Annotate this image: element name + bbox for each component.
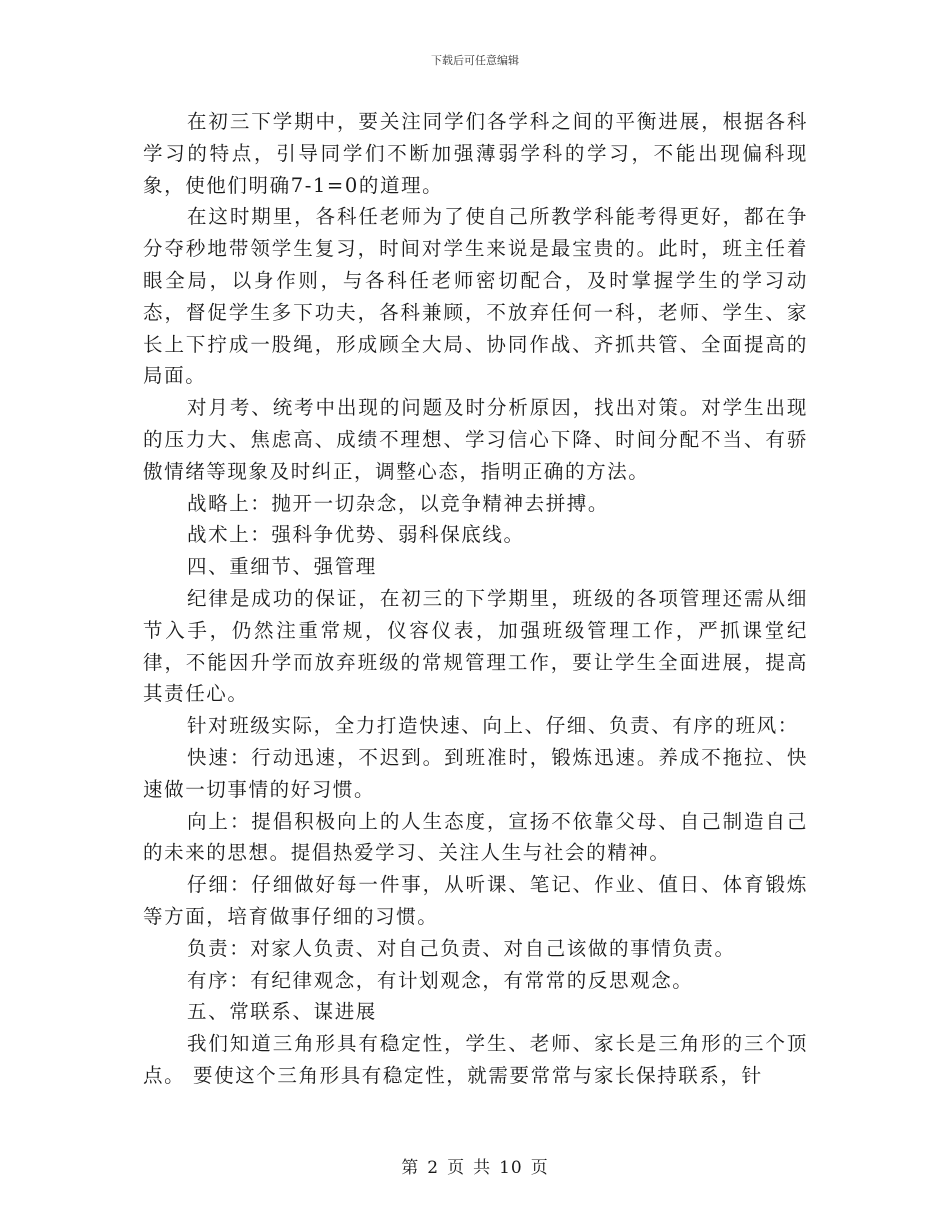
paragraph: 仔细：仔细做好每一件事，从听课、笔记、作业、值日、体育锻炼等方面，培育做事仔细的习惯。 bbox=[143, 873, 808, 928]
paragraph: 针对班级实际，全力打造快速、向上、仔细、负责、有序的班风： bbox=[187, 714, 799, 738]
paragraph: 战略上：抛开一切杂念，以竞争精神去拼搏。 bbox=[187, 491, 610, 515]
section-heading: 五、常联系、谋进展 bbox=[187, 1000, 377, 1024]
header-note: 下载后可任意编辑 bbox=[431, 54, 519, 67]
total-pages-number: 10 bbox=[499, 1158, 523, 1178]
footer-label-total: 共 bbox=[473, 1158, 492, 1178]
footer-label-unit: 页 bbox=[447, 1158, 466, 1178]
footer-label-unit: 页 bbox=[530, 1158, 549, 1178]
paragraph: 在这时期里，各科任老师为了使自己所教学科能考得更好，都在争分夺秒地带领学生复习，时间对学生来说是最宝贵的。此时，班主任着眼全局，以身作则，与各科任老师密切配合，及时掌握学生的学习动态，督促学生多下功夫，各科兼顾，不放弃任何一科，老师、学生、家长上下拧成一股绳，形成顾全大局、协同作战、齐抓共管、全面提高的局面。 bbox=[143, 205, 808, 388]
paragraph: 纪律是成功的保证，在初三的下学期里，班级的各项管理还需从细节入手，仍然注重常规，仪容仪表，加强班级管理工作，严抓课堂纪律，不能因升学而放弃班级的常规管理工作，要让学生全面进展，提高其责任心。 bbox=[143, 586, 808, 706]
paragraph: 我们知道三角形具有稳定性，学生、老师、家长是三角形的三个顶点。 要使这个三角形具有稳定性，就需要常常与家长保持联系，针 bbox=[143, 1032, 808, 1087]
paragraph: 负责：对家人负责、对自己负责、对自己该做的事情负责。 bbox=[187, 936, 736, 960]
paragraph: 在初三下学期中，要关注同学们各学科之间的平衡进展，根据各科学习的特点，引导同学们不断加强薄弱学科的学习，不能出现偏科现象，使他们明确7-1=0的道理。 bbox=[143, 110, 808, 197]
paragraph: 向上：提倡积极向上的人生态度，宣扬不依靠父母、自己制造自己的未来的思想。提倡热爱学习、关注人生与社会的精神。 bbox=[143, 809, 808, 865]
section-heading: 四、重细节、强管理 bbox=[187, 555, 377, 579]
page-footer bbox=[0, 1153, 950, 1178]
paragraph: 快速：行动迅速，不迟到。到班准时，锻炼迅速。养成不拖拉、快速做一切事情的好习惯。 bbox=[143, 745, 808, 801]
paragraph: 有序：有纪律观念，有计划观念，有常常的反思观念。 bbox=[187, 968, 694, 992]
paragraph: 战术上：强科争优势、弱科保底线。 bbox=[187, 523, 525, 547]
footer-label-page: 第 bbox=[401, 1158, 420, 1178]
paragraph: 对月考、统考中出现的问题及时分析原因，找出对策。对学生出现的压力大、焦虑高、成绩不理想、学习信心下降、时间分配不当、有骄傲情绪等现象及时纠正，调整心态，指明正确的方法。 bbox=[143, 396, 808, 483]
document-body bbox=[143, 106, 808, 1092]
current-page-number: 2 bbox=[427, 1158, 440, 1178]
